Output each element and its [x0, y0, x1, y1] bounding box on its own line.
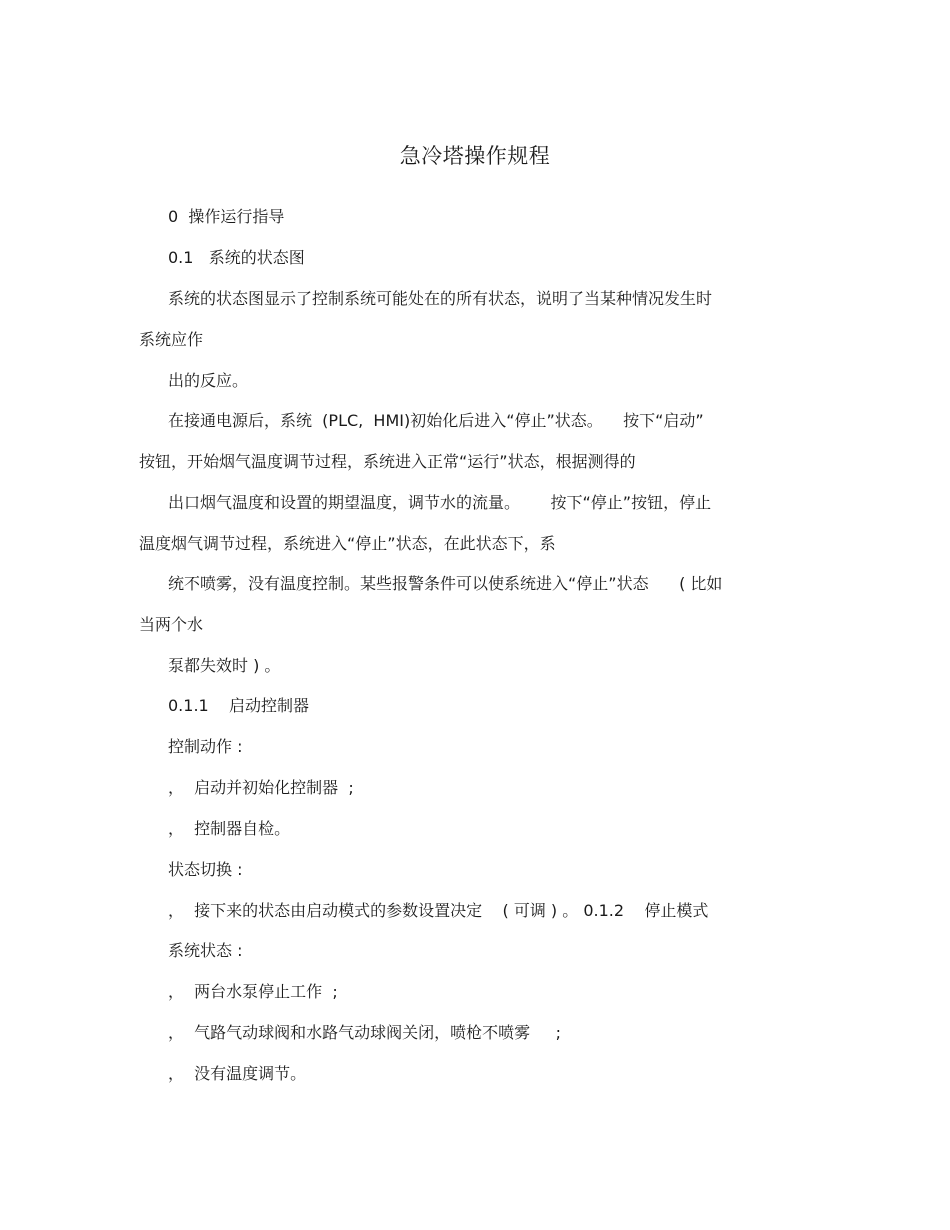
- document-title: 急冷塔操作规程: [399, 144, 551, 168]
- paragraph-line: 温度烟气调节过程，系统进入“停止”状态，在此状态下，系: [139, 534, 556, 553]
- paragraph-line: 当两个水: [139, 615, 204, 634]
- list-item: ， 两台水泵停止工作 ;: [168, 982, 338, 1001]
- paragraph-line: 系统应作: [139, 330, 204, 349]
- list-item: ， 控制器自检。: [168, 819, 291, 838]
- paragraph-line: 按钮，开始烟气温度调节过程，系统进入正常“运行”状态，根据测得的: [139, 452, 636, 471]
- paragraph-line: 出的反应。: [168, 371, 249, 390]
- subheading-system-state: 系统状态 :: [168, 941, 243, 960]
- section-heading-0-1-1: 0.1.1 启动控制器: [168, 696, 310, 715]
- subheading-state-switch: 状态切换 :: [168, 860, 243, 879]
- list-item: ， 启动并初始化控制器 ;: [168, 778, 354, 797]
- list-item: ， 没有温度调节。: [168, 1064, 307, 1083]
- list-item: ， 接下来的状态由启动模式的参数设置决定 ( 可调 ) 。 0.1.2 停止模式: [168, 901, 709, 920]
- section-heading-0: 0 操作运行指导: [168, 207, 285, 226]
- paragraph-line: 在接通电源后，系统 (PLC, HMI)初始化后进入“停止”状态。 按下“启动”: [168, 411, 704, 430]
- paragraph-line: 统不喷雾，没有温度控制。某些报警条件可以使系统进入“停止”状态 ( 比如: [168, 574, 723, 593]
- paragraph-line: 泵都失效时 ) 。: [168, 656, 281, 675]
- subheading-control-action: 控制动作 :: [168, 737, 243, 756]
- section-heading-0-1: 0.1 系统的状态图: [168, 248, 305, 267]
- paragraph-line: 出口烟气温度和设置的期望温度，调节水的流量。 按下“停止”按钮，停止: [168, 493, 712, 512]
- list-item: ， 气路气动球阀和水路气动球阀关闭，喷枪不喷雾 ;: [168, 1023, 561, 1042]
- paragraph-line: 系统的状态图显示了控制系统可能处在的所有状态，说明了当某种情况发生时: [168, 289, 713, 308]
